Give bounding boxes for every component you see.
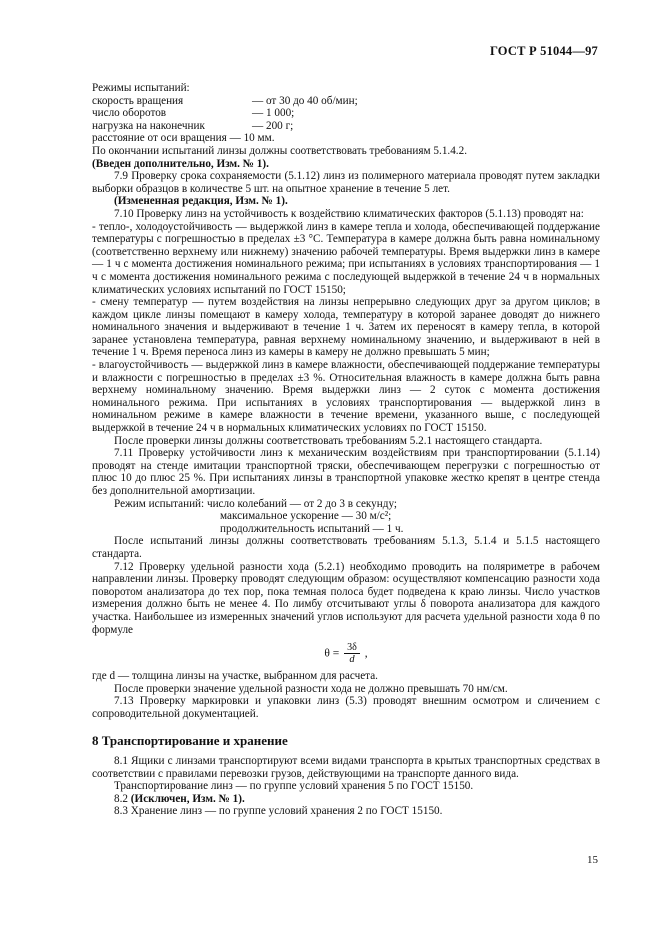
regime-line-2: максимальное ускорение — 30 м/с²; — [220, 510, 392, 523]
paragraph-7-11-after: После испытаний линзы должны соответствовать требованиям 5.1.3, 5.1.4 и 5.1.5 настоящего стандарта. — [92, 535, 600, 560]
formula-where: где d — толщина линзы на участке, выбранном для расчета. — [92, 670, 378, 683]
paragraph-7-9-note: (Измененная редакция, Изм. № 1). — [114, 195, 288, 208]
mode-distance: расстояние от оси вращения — 10 мм. — [92, 132, 275, 145]
formula-lhs: θ = — [324, 647, 340, 660]
document-body — [92, 82, 600, 818]
paragraph-8-2-note: (Исключен, Изм. № 1). — [130, 792, 245, 805]
paragraph-7-10-humidity: - влагоустойчивость — выдержкой линз в камере влажности, обеспечивающей поддержание температуры и влажности с погрешностью в пределах ±3 %. Относительная влажность в камере должна быть равна верхнему номинальному значению. Время выдержки линз — 2 суток с момента достижения номинального режима. При испытаниях в условиях транспортирования — выдержкой линз в номинальном режиме в камере влажности в течение времени, указанного выше, с последующей выдержкой в течение 24 ч в нормальных климатических условиях по ГОСТ 15150. — [92, 359, 600, 435]
paragraph-8-1-transport: Транспортирование линз — по группе условий хранения 5 по ГОСТ 15150. — [114, 780, 474, 793]
regime-line-3: продолжительность испытаний — 1 ч. — [220, 522, 404, 535]
section-8-heading: 8 Транспортирование и хранение — [92, 732, 288, 748]
formula-numerator: 3δ — [344, 642, 360, 654]
paragraph-7-12: 7.12 Проверку удельной разности хода (5.2.1) необходимо проводить на поляриметре в рабочем направлении линзы. Проверку проводят следующим образом: осуществляют компенсацию разности хода поворотом анализатора до тех пор, пока темная полоса будет подведена к краю линзы. Число участков измерения должно быть не менее 4. По лимбу отсчитывают углы δ поворота анализатора для каждого участка. Наибольшее из измеренных значений углов используют для расчета удельной разности хода θ по формуле — [92, 560, 600, 636]
formula-denominator: d — [349, 654, 355, 666]
mode-key: нагрузка на наконечник — [92, 119, 205, 132]
vibration-regime — [92, 498, 600, 536]
mode-key: скорость вращения — [92, 94, 184, 107]
paragraph-8-1: 8.1 Ящики с линзами транспортируют всеми видами транспорта в крытых транспортных средствах в соответствии с правилами перевозки грузов, действующими на транспорте данного вида. — [92, 755, 600, 780]
mode-row — [92, 120, 600, 133]
page-number: 15 — [587, 854, 598, 866]
paragraph-8-2-number: 8.2 — [114, 792, 128, 805]
paragraph-7-10-after: После проверки линзы должны соответствовать требованиям 5.2.1 настоящего стандарта. — [114, 434, 543, 447]
mode-row — [92, 95, 600, 108]
mode-value: — 200 г; — [252, 119, 294, 132]
modes-title: Режимы испытаний: — [92, 82, 190, 94]
formula — [92, 642, 600, 666]
paragraph-7-11: 7.11 Проверку устойчивости линз к механическим воздействиям при транспортировании (5.1.14) проводят на стенде имитации транспортной тряски, обеспечивающем перегрузки с погрешностью от плюс 10 до плюс 25 %. При испытаниях линзы в транспортной упаковке жестко крепят в центре стенда без дополнительной амортизации. — [92, 447, 600, 497]
paragraph-7-10-heat: - тепло-, холодоустойчивость — выдержкой линз в камере тепла и холода, обеспечивающей поддержание температуры с погрешностью в пределах ±3 °С. Температура в камере должна быть равна номинальному (соответственно верхнему или нижнему) значению рабочей температуры. Время выдержки линз в камере — 1 ч с момента достижения номинального режима; при испытаниях в условиях транспортирования — 1 ч с момента достижения номинального режима с последующей выдержкой в течение 24 ч в нормальных климатических условиях испытаний по ГОСТ 15150; — [92, 220, 600, 296]
paragraph-7-12-after: После проверки значение удельной разности хода не должно превышать 70 нм/см. — [114, 682, 508, 695]
mode-key: число оборотов — [92, 107, 167, 120]
standard-header: ГОСТ Р 51044—97 — [489, 44, 598, 58]
paragraph-7-10: 7.10 Проверку линз на устойчивость к воздействию климатических факторов (5.1.13) проводят на: — [114, 207, 584, 220]
formula-tail: , — [364, 647, 368, 660]
mode-value: — от 30 до 40 об/мин; — [252, 94, 358, 107]
test-modes — [92, 82, 600, 170]
paragraph-8-3: 8.3 Хранение линз — по группе условий хранения 2 по ГОСТ 15150. — [114, 805, 443, 818]
paragraph-8-2 — [92, 793, 600, 806]
modes-note: (Введен дополнительно, Изм. № 1). — [92, 157, 269, 170]
paragraph-7-9: 7.9 Проверку срока сохраняемости (5.1.12) линз из полимерного материала проводят путем закладки выборки образцов в количестве 5 шт. на опытное хранение в течение 5 лет. — [92, 170, 600, 195]
paragraph-7-10-cycles: - смену температур — путем воздействия на линзы непрерывно следующих друг за другом циклов; в каждом цикле линзы помещают в камеру холода, температуру в которой заранее доводят до нижнего номинального значения и выдерживают в течение 1 ч. Затем их переносят в камеру тепла, в которой заранее установлена температура, равная верхнему номинальному значению, и выдерживают в ней в течение 1 ч. Время переноса линз из камеры в камеру не должно превышать 5 мин; — [92, 296, 600, 359]
mode-row — [92, 107, 600, 120]
modes-after: По окончании испытаний линзы должны соответствовать требованиям 5.1.4.2. — [92, 144, 467, 157]
mode-value: — 1 000; — [252, 107, 295, 120]
regime-line-1: Режим испытаний: число колебаний — от 2 до 3 в секунду; — [114, 497, 398, 510]
paragraph-7-13: 7.13 Проверку маркировки и упаковки линз (5.3) проводят внешним осмотром и сличением с сопроводительной документацией. — [92, 695, 600, 720]
formula-fraction — [344, 642, 360, 666]
